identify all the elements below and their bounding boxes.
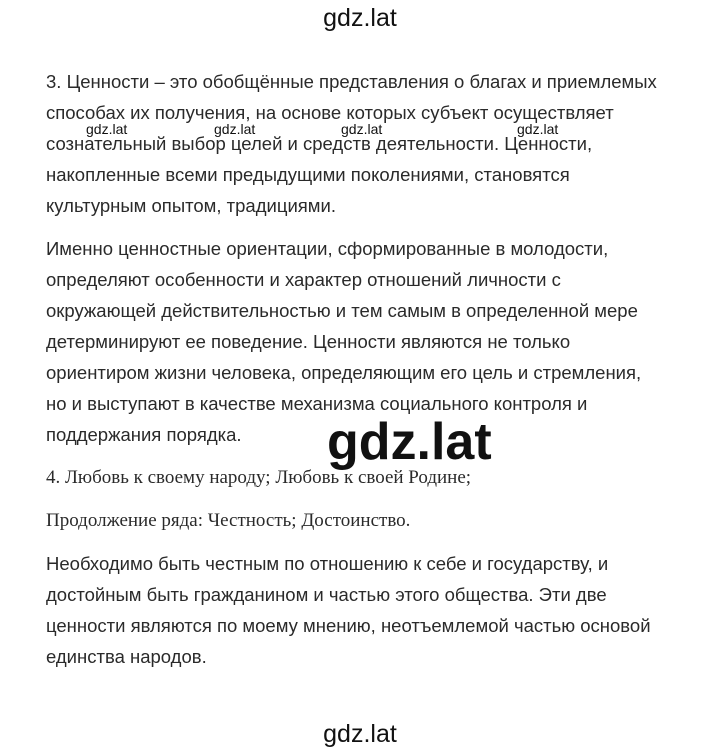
text-line: культурным опытом, традициями. — [46, 195, 336, 216]
text-line: единства народов. — [46, 646, 207, 667]
text-line: Именно ценностные ориентации, сформированные в молодости, — [46, 238, 609, 259]
text-line: ценности являются по моему мнению, неотъемлемой частью основой — [46, 615, 651, 636]
text-line: 4. Любовь к своему народу; Любовь к своей Родине; — [46, 467, 472, 488]
text-line: 3. Ценности – это обобщённые представления о благах и приемлемых — [46, 71, 657, 92]
text-line: детерминируют ее поведение. Ценности являются не только — [46, 331, 571, 352]
text-line: поддержания порядка. — [46, 424, 242, 445]
text-line: Продолжение ряда: Честность; Достоинство. — [46, 510, 411, 531]
watermark-bottom: gdz.lat — [323, 720, 397, 748]
paragraph-continuation — [46, 505, 686, 536]
watermark-large: gdz.lat — [327, 413, 492, 471]
watermark-top: gdz.lat — [323, 4, 397, 32]
paragraph-conclusion — [46, 548, 686, 672]
paragraph-values-definition — [46, 66, 686, 221]
text-line: сознательный выбор целей и средств деятельности. Ценности, — [46, 133, 593, 154]
text-line: Необходимо быть честным по отношению к себе и государству, и — [46, 553, 609, 574]
watermark-small-3: gdz.lat — [341, 121, 383, 137]
text-line: определяют особенности и характер отношений личности с — [46, 269, 561, 290]
text-line: достойным быть гражданином и частью этого общества. Эти две — [46, 584, 607, 605]
text-line: способах их получения, на основе которых субъект осуществляет — [46, 102, 614, 123]
watermark-small-4: gdz.lat — [517, 121, 559, 137]
answer-text — [46, 66, 686, 684]
text-line: ориентиром жизни человека, определяющим его цель и стремления, — [46, 362, 642, 383]
text-line: окружающей действительностью и тем самым в определенной мере — [46, 300, 638, 321]
text-line: накопленные всеми предыдущими поколениями, становятся — [46, 164, 570, 185]
watermark-small-2: gdz.lat — [214, 121, 256, 137]
text-line: но и выступают в качестве механизма социального контроля и — [46, 393, 588, 414]
watermark-small-1: gdz.lat — [86, 121, 128, 137]
